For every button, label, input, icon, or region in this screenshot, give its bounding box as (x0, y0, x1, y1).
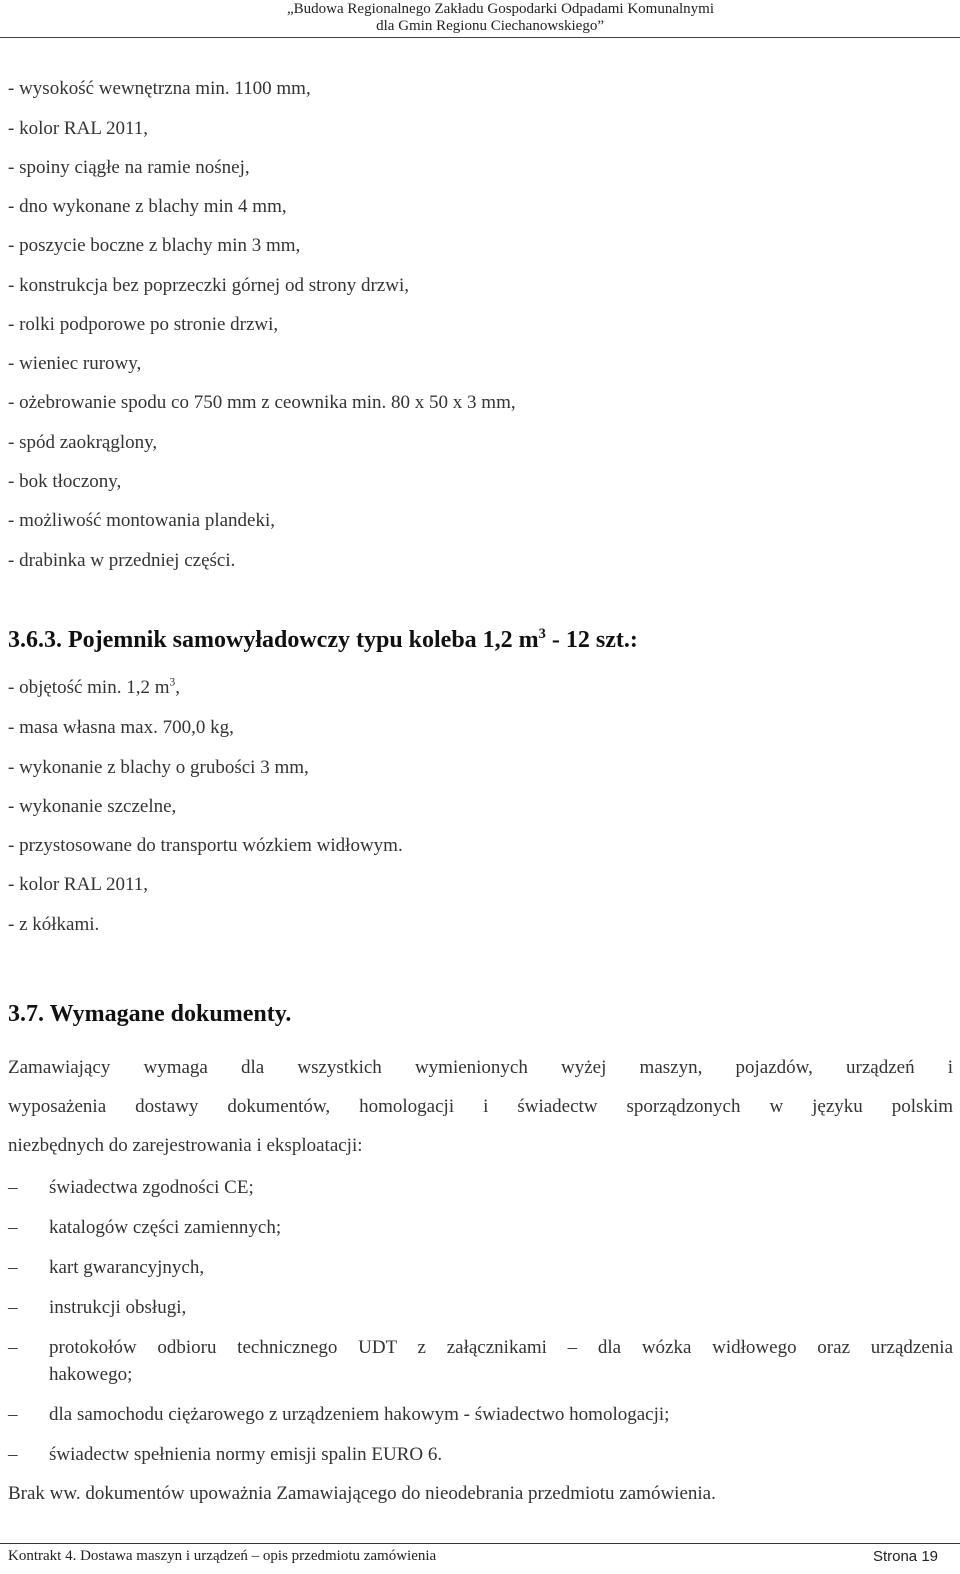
list-item: - bok tłoczony, (8, 471, 122, 492)
list-item: - wykonanie szczelne, (8, 796, 177, 817)
footer-contract-title: Kontrakt 4. Dostawa maszyn i urządzeń – opis przedmiotu zamówienia (8, 1548, 437, 1564)
dash-bullet: – (8, 1177, 18, 1198)
list-item: - dno wykonane z blachy min 4 mm, (8, 196, 287, 217)
closing-paragraph: Brak ww. dokumentów upoważnia Zamawiającego do nieodebrania przedmiotu zamówienia. (8, 1483, 716, 1504)
dash-bullet: – (8, 1217, 18, 1238)
list-item: - drabinka w przedniej części. (8, 550, 236, 571)
item-text-end: , (175, 677, 180, 698)
document-list-item (8, 1294, 953, 1321)
list-item: - spód zaokrąglony, (8, 432, 158, 453)
list-item: - wykonanie z blachy o grubości 3 mm, (8, 757, 309, 778)
list-item: - ożebrowanie spodu co 750 mm z ceownika min. 80 x 50 x 3 mm, (8, 392, 516, 413)
page-number: Strona 19 (872, 1548, 938, 1565)
list-item: - przystosowane do transportu wózkiem widłowym. (8, 835, 403, 856)
list-item: - spoiny ciągłe na ramie nośnej, (8, 157, 250, 178)
document-item-text: katalogów części zamiennych; (49, 1217, 282, 1238)
list-item: - kolor RAL 2011, (8, 118, 149, 139)
heading-superscript: 3 (538, 626, 546, 642)
document-list-item (8, 1441, 953, 1468)
document-item-text: świadectw spełnienia normy emisji spalin EURO 6. (49, 1444, 443, 1465)
document-item-text-continued: hakowego; (49, 1364, 133, 1385)
list-item: - masa własna max. 700,0 kg, (8, 717, 234, 738)
heading-text-end: - 12 szt.: (545, 627, 638, 653)
document-list-item (8, 1174, 953, 1201)
paragraph-line: wyposażenia dostawy dokumentów, homologacji i świadectw sporządzonych w języku polskim (8, 1096, 953, 1117)
list-item: - z kółkami. (8, 914, 100, 935)
document-list-item (8, 1254, 953, 1281)
document-item-text: instrukcji obsługi, (49, 1297, 187, 1318)
dash-bullet: – (8, 1444, 18, 1465)
dash-bullet: – (8, 1297, 18, 1318)
document-list-item (8, 1401, 953, 1428)
document-item-text: protokołów odbioru technicznego UDT z załącznikami – dla wózka widłowego oraz urządzenia (49, 1337, 953, 1358)
page-header (0, 0, 960, 38)
list-item: - wieniec rurowy, (8, 353, 142, 374)
item-superscript: 3 (169, 676, 176, 689)
dash-bullet: – (8, 1404, 18, 1425)
header-title-line-2: dla Gmin Regionu Ciechanowskiego” (376, 18, 604, 34)
document-item-text: kart gwarancyjnych, (49, 1257, 205, 1278)
list-item: - konstrukcja bez poprzeczki górnej od strony drzwi, (8, 275, 409, 296)
document-item-text: dla samochodu ciężarowego z urządzeniem hakowym - świadectwo homologacji; (49, 1404, 670, 1425)
dash-bullet: – (8, 1337, 18, 1358)
heading-text: 3.6.3. Pojemnik samowyładowczy typu koleba 1,2 m (8, 627, 539, 653)
list-item: - możliwość montowania plandeki, (8, 510, 275, 531)
paragraph-line: Zamawiający wymaga dla wszystkich wymienionych wyżej maszyn, pojazdów, urządzeń i (8, 1057, 953, 1078)
list-item (8, 677, 180, 699)
list-item: - kolor RAL 2011, (8, 874, 149, 895)
item-text: - objętość min. 1,2 m (8, 677, 170, 698)
document-item-text: świadectwa zgodności CE; (49, 1177, 254, 1198)
document-list-item (8, 1334, 953, 1388)
document-list-item (8, 1214, 953, 1241)
page-footer (0, 1543, 960, 1574)
header-title-line-1: „Budowa Regionalnego Zakładu Gospodarki Odpadami Komunalnymi (287, 1, 714, 17)
section-heading-3-6-3 (8, 627, 638, 654)
section-heading-3-7: 3.7. Wymagane dokumenty. (8, 1001, 292, 1027)
paragraph-line: niezbędnych do zarejestrowania i eksploatacji: (8, 1135, 363, 1156)
dash-bullet: – (8, 1257, 18, 1278)
list-item: - wysokość wewnętrzna min. 1100 mm, (8, 78, 311, 99)
list-item: - poszycie boczne z blachy min 3 mm, (8, 235, 301, 256)
list-item: - rolki podporowe po stronie drzwi, (8, 314, 279, 335)
